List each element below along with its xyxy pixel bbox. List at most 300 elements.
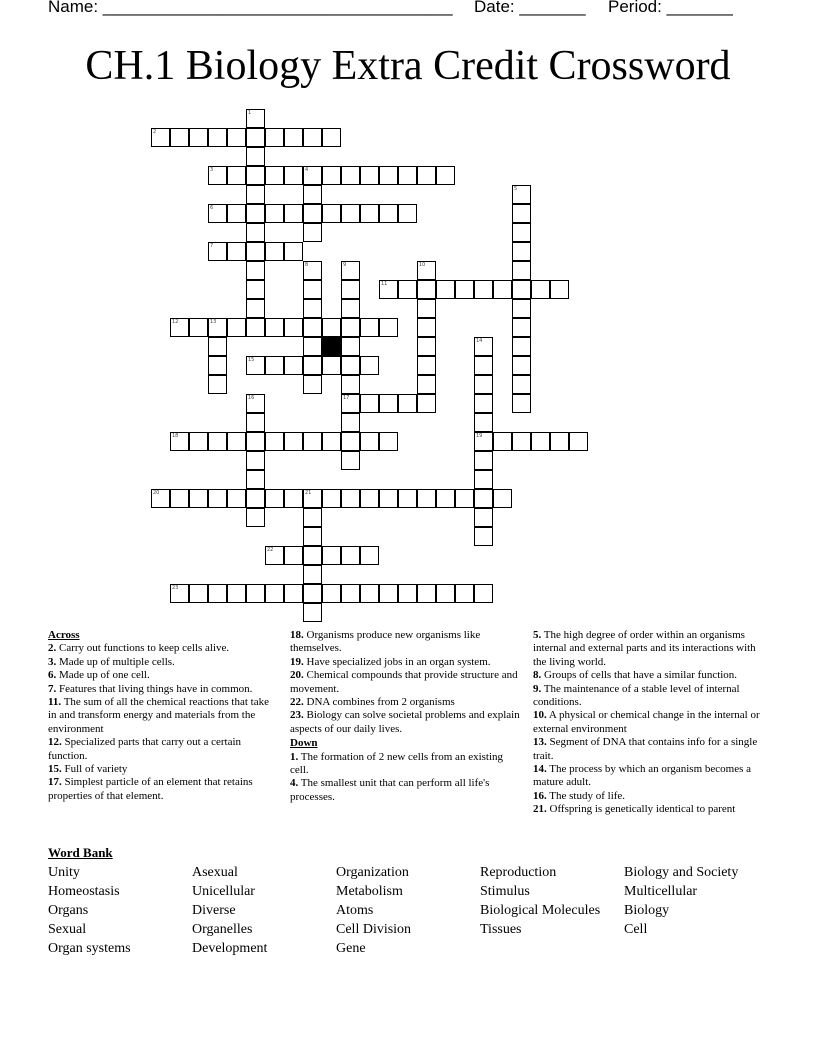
crossword-cell[interactable] [208,356,227,375]
crossword-cell[interactable] [246,185,265,204]
crossword-cell[interactable] [455,280,474,299]
crossword-cell[interactable] [303,489,322,508]
crossword-cell[interactable] [341,375,360,394]
word-bank-item: Reproduction [480,865,557,880]
crossword-cell[interactable] [417,337,436,356]
crossword-cell[interactable] [246,204,265,223]
crossword-cell[interactable] [455,489,474,508]
across-clue [290,669,520,696]
crossword-cell[interactable] [284,318,303,337]
crossword-cell[interactable] [360,432,379,451]
crossword-cell[interactable] [512,280,531,299]
crossword-cell[interactable] [398,489,417,508]
crossword-cell[interactable] [246,318,265,337]
crossword-cell[interactable] [208,242,227,261]
crossword-cell[interactable] [246,470,265,489]
crossword-cell[interactable] [246,508,265,527]
down-clue [533,790,761,803]
crossword-cell[interactable] [417,280,436,299]
crossword-cell[interactable] [303,185,322,204]
crossword-cell[interactable] [417,299,436,318]
crossword-cell[interactable] [436,166,455,185]
clues-column-3 [533,629,761,817]
clue-text: Segment of DNA that contains info for a single trait. [533,736,758,762]
crossword-cell[interactable] [417,489,436,508]
crossword-cell[interactable] [246,432,265,451]
crossword-cell[interactable] [322,489,341,508]
clue-number: 11 [381,281,388,287]
word-bank-heading: Word Bank [48,845,113,860]
crossword-cell[interactable] [208,204,227,223]
crossword-cell[interactable] [189,584,208,603]
crossword-cell[interactable] [341,261,360,280]
down-clue [533,803,761,816]
crossword-cell[interactable] [265,318,284,337]
crossword-cell[interactable] [284,128,303,147]
across-clue [48,763,276,776]
crossword-cell[interactable] [512,299,531,318]
word-bank-item: Metabolism [336,884,403,899]
crossword-cell[interactable] [208,584,227,603]
clue-number: 4. [290,777,299,790]
crossword-cell[interactable] [341,204,360,223]
crossword-cell[interactable] [341,546,360,565]
crossword-cell[interactable] [341,318,360,337]
crossword-cell[interactable] [265,584,284,603]
crossword-cell[interactable] [417,261,436,280]
crossword-cell[interactable] [379,432,398,451]
word-bank-item: Biology and Society [624,865,739,880]
crossword-cell[interactable] [265,166,284,185]
crossword-cell[interactable] [417,375,436,394]
crossword-cell[interactable] [227,166,246,185]
crossword-cell[interactable] [474,451,493,470]
crossword-cell[interactable] [284,432,303,451]
crossword-cell[interactable] [246,280,265,299]
crossword-cell[interactable] [246,223,265,242]
clue-text: DNA combines from 2 organisms [303,696,455,709]
crossword-cell[interactable] [303,299,322,318]
crossword-cell[interactable] [379,584,398,603]
across-clue [48,669,276,682]
clue-number: 12. [48,736,62,749]
crossword-cell[interactable] [379,280,398,299]
crossword-cell[interactable] [246,451,265,470]
crossword-cell[interactable] [246,356,265,375]
down-clue [290,751,520,778]
word-bank-item: Stimulus [480,884,530,899]
crossword-cell[interactable] [360,546,379,565]
crossword-cell[interactable] [417,166,436,185]
word-bank-item: Organelles [192,922,253,937]
down-clue [533,669,761,682]
crossword-cell[interactable] [474,280,493,299]
clue-number: 18 [172,433,179,439]
clue-number: 1 [248,110,252,116]
crossword-cell[interactable] [341,489,360,508]
clue-number: 20 [153,490,160,496]
clue-text: Full of variety [61,763,128,776]
crossword-cell[interactable] [265,432,284,451]
crossword-cell[interactable] [322,204,341,223]
word-bank-item: Atoms [336,903,374,918]
crossword-cell[interactable] [170,584,189,603]
across-clue [48,642,276,655]
crossword-cell[interactable] [493,489,512,508]
crossword-cell[interactable] [512,185,531,204]
crossword-cell[interactable] [398,584,417,603]
crossword-cell[interactable] [303,318,322,337]
crossword-cell[interactable] [474,432,493,451]
crossword-cell[interactable] [170,128,189,147]
crossword-cell[interactable] [379,318,398,337]
clue-number: 22. [290,696,304,709]
clue-text: Simplest particle of an element that retains properties of that element. [48,776,253,802]
across-clue [48,736,276,763]
crossword-cell[interactable] [322,546,341,565]
crossword-cell[interactable] [474,337,493,356]
clue-number: 1. [290,750,299,763]
crossword-cell[interactable] [303,356,322,375]
down-clue [533,709,761,736]
across-clue [290,696,520,709]
clue-text: The sum of all the chemical reactions that take in and transform energy and materials from the environment [48,696,269,735]
clue-number: 10 [419,262,426,268]
crossword-cell[interactable] [474,356,493,375]
clue-number: 16. [533,789,547,802]
crossword-cell[interactable] [493,432,512,451]
crossword-cell[interactable] [189,489,208,508]
crossword-cell[interactable] [265,128,284,147]
crossword-cell[interactable] [246,166,265,185]
clue-number: 18. [290,629,304,641]
crossword-cell[interactable] [417,394,436,413]
clue-number: 6 [210,205,214,211]
word-bank-item: Unity [48,865,80,880]
crossword-cell[interactable] [303,584,322,603]
clue-number: 14. [533,763,547,776]
crossword-cell[interactable] [360,166,379,185]
crossword-cell[interactable] [474,527,493,546]
crossword-cell[interactable] [246,299,265,318]
crossword-cell[interactable] [493,280,512,299]
clue-text: Made up of one cell. [56,669,150,682]
clue-number: 16 [248,395,255,401]
across-clue [290,709,520,736]
down-clue [533,683,761,710]
crossword-cell[interactable] [341,337,360,356]
clue-number: 2 [153,129,157,135]
crossword-cell[interactable] [550,280,569,299]
crossword-cell[interactable] [246,147,265,166]
crossword-cell[interactable] [360,489,379,508]
crossword-cell[interactable] [341,584,360,603]
crossword-cell[interactable] [569,432,588,451]
crossword-cell[interactable] [284,546,303,565]
crossword-cell[interactable] [436,280,455,299]
clue-number: 5. [533,629,542,641]
clue-text: The formation of 2 new cells from an existing cell. [290,750,504,777]
crossword-cell[interactable] [151,489,170,508]
crossword-cell[interactable] [512,204,531,223]
crossword-cell[interactable] [265,489,284,508]
word-bank-item: Organs [48,903,89,918]
crossword-cell[interactable] [284,242,303,261]
clue-number: 17. [48,776,62,789]
clue-number: 9 [343,262,347,268]
crossword-cell[interactable] [189,128,208,147]
crossword-cell[interactable] [531,432,550,451]
crossword-cell[interactable] [227,432,246,451]
word-bank-item: Sexual [48,922,87,937]
clue-text: The process by which an organism becomes a mature adult. [533,763,752,789]
crossword-cell[interactable] [208,166,227,185]
word-bank-item: Biology [624,903,670,918]
crossword-cell[interactable] [512,356,531,375]
crossword-cell[interactable] [303,375,322,394]
clue-number: 20. [290,669,304,682]
crossword-cell[interactable] [512,432,531,451]
crossword-cell[interactable] [208,489,227,508]
crossword-cell[interactable] [303,204,322,223]
crossword-cell[interactable] [189,432,208,451]
crossword-cell[interactable] [170,489,189,508]
crossword-cell[interactable] [474,375,493,394]
word-bank-item: Biological Molecules [480,903,601,918]
crossword-cell[interactable] [341,299,360,318]
crossword-cell[interactable] [227,584,246,603]
crossword-cell[interactable] [417,584,436,603]
crossword-cell[interactable] [303,337,322,356]
clue-number: 13. [533,736,547,749]
crossword-cell[interactable] [474,508,493,527]
crossword-cell[interactable] [360,394,379,413]
crossword-cell[interactable] [227,318,246,337]
crossword-cell[interactable] [360,204,379,223]
word-bank-item: Homeostasis [48,884,120,899]
clue-text: Groups of cells that have a similar function. [541,669,738,682]
crossword-cell[interactable] [474,470,493,489]
crossword-cell[interactable] [322,318,341,337]
word-bank-item: Multicellular [624,884,698,899]
crossword-cell[interactable] [512,223,531,242]
crossword-cell[interactable] [170,318,189,337]
across-clue [290,656,520,669]
across-clue [290,629,520,656]
clue-number: 19. [290,655,304,668]
crossword-cell[interactable] [284,204,303,223]
word-bank-item: Organ systems [48,941,131,956]
clue-number: 13 [210,319,217,325]
crossword-cell[interactable] [474,489,493,508]
crossword-cell[interactable] [284,584,303,603]
crossword-cell[interactable] [360,318,379,337]
clue-text: Organisms produce new organisms like themselves. [290,629,481,655]
crossword-cell[interactable] [151,128,170,147]
clue-text: Made up of multiple cells. [56,655,175,668]
crossword-cell[interactable] [246,584,265,603]
crossword-cell[interactable] [265,546,284,565]
crossword-cell[interactable] [379,166,398,185]
word-bank-item: Organization [336,865,409,880]
crossword-cell[interactable] [303,527,322,546]
crossword-cell[interactable] [341,432,360,451]
crossword-cell[interactable] [417,356,436,375]
word-bank-item: Diverse [192,903,236,918]
crossword-cell[interactable] [170,432,189,451]
crossword-cell[interactable] [322,584,341,603]
crossword-cell[interactable] [379,394,398,413]
word-bank-item: Tissues [480,922,522,937]
crossword-cell[interactable] [474,413,493,432]
crossword-cell[interactable] [303,603,322,622]
crossword-cell[interactable] [436,489,455,508]
crossword-cell[interactable] [512,394,531,413]
crossword-cell[interactable] [303,508,322,527]
crossword-cell[interactable] [303,223,322,242]
crossword-cell[interactable] [341,413,360,432]
crossword-cell[interactable] [265,204,284,223]
black-square [322,337,341,356]
word-bank-item: Cell [624,922,648,937]
crossword-cell[interactable] [512,318,531,337]
across-heading: Across [48,629,80,641]
crossword-cell[interactable] [512,261,531,280]
clue-number: 23. [290,709,304,722]
clue-text: Biology can solve societal problems and explain aspects of our daily lives. [290,709,520,735]
crossword-cell[interactable] [474,394,493,413]
crossword-cell[interactable] [512,337,531,356]
clue-number: 5 [514,186,518,192]
across-clue [48,776,276,803]
down-clue [290,777,520,804]
clue-number: 2. [48,642,57,655]
crossword-cell[interactable] [303,280,322,299]
crossword-cell[interactable] [246,394,265,413]
crossword-cell[interactable] [341,280,360,299]
crossword-cell[interactable] [341,451,360,470]
page-title: CH.1 Biology Extra Credit Crossword [85,43,731,89]
crossword-cell[interactable] [208,375,227,394]
crossword-cell[interactable] [246,242,265,261]
crossword-cell[interactable] [246,489,265,508]
clue-number: 8 [305,262,309,268]
clue-text: Specialized parts that carry out a certain function. [48,736,242,762]
crossword-cell[interactable] [341,394,360,413]
crossword-cell[interactable] [455,584,474,603]
crossword-cell[interactable] [284,356,303,375]
crossword-cell[interactable] [189,318,208,337]
crossword-cell[interactable] [360,356,379,375]
crossword-cell[interactable] [531,280,550,299]
down-heading: Down [290,737,318,750]
clue-number: 17 [343,395,350,401]
crossword-cell[interactable] [322,356,341,375]
crossword-cell[interactable] [322,128,341,147]
crossword-cell[interactable] [227,489,246,508]
clue-number: 8. [533,669,542,682]
crossword-cell[interactable] [303,432,322,451]
crossword-cell[interactable] [322,432,341,451]
crossword-cell[interactable] [379,204,398,223]
clue-number: 4 [305,167,309,173]
clue-text: Chemical compounds that provide structure and movement. [290,669,518,695]
clues-column-1 [48,629,276,803]
crossword-cell[interactable] [246,261,265,280]
crossword-cell[interactable] [208,432,227,451]
clue-text: Carry out functions to keep cells alive. [56,642,230,655]
crossword-cell[interactable] [322,166,341,185]
crossword-cell[interactable] [398,204,417,223]
clue-number: 7. [48,682,57,695]
crossword-cell[interactable] [246,413,265,432]
crossword-cell[interactable] [379,489,398,508]
word-bank-item: Development [192,941,268,956]
clue-number: 3 [210,167,214,173]
crossword-cell[interactable] [284,489,303,508]
clue-number: 15. [48,763,62,776]
crossword-cell[interactable] [246,109,265,128]
clue-number: 9. [533,682,542,695]
crossword-cell[interactable] [208,337,227,356]
clue-number: 21. [533,803,547,816]
crossword-cell[interactable] [341,356,360,375]
across-clue [48,683,276,696]
clue-number: 3. [48,655,57,668]
word-bank-item: Cell Division [336,922,412,937]
crossword-cell[interactable] [246,128,265,147]
crossword-cell[interactable] [398,394,417,413]
clue-text: Offspring is genetically identical to parent [546,803,736,816]
clue-text: The smallest unit that can perform all life's processes. [290,777,490,803]
crossword-cell[interactable] [303,128,322,147]
crossword-cell[interactable] [512,242,531,261]
crossword-cell[interactable] [474,584,493,603]
clue-text: A physical or chemical change in the internal or external environment [533,709,760,735]
crossword-cell[interactable] [227,204,246,223]
crossword-cell[interactable] [303,166,322,185]
crossword-cell[interactable] [227,128,246,147]
word-bank-item: Unicellular [192,884,255,899]
crossword-cell[interactable] [265,242,284,261]
clue-number: 22 [267,547,274,553]
name-field[interactable]: Name: _____________________________________ [48,0,453,16]
down-clue [533,736,761,763]
crossword-cell[interactable] [512,375,531,394]
crossword-cell[interactable] [341,166,360,185]
crossword-cell[interactable] [208,128,227,147]
clue-text: The study of life. [546,789,626,802]
clue-number: 19 [476,433,483,439]
crossword-cell[interactable] [265,356,284,375]
date-field[interactable]: Date: _______ [474,0,586,16]
crossword-cell[interactable] [303,546,322,565]
crossword-cell[interactable] [303,565,322,584]
crossword-cell[interactable] [436,584,455,603]
crossword-cell[interactable] [208,318,227,337]
crossword-cell[interactable] [550,432,569,451]
crossword-cell[interactable] [227,242,246,261]
crossword-cell[interactable] [284,166,303,185]
clues-column-2 [290,629,520,804]
crossword-cell[interactable] [417,318,436,337]
crossword-cell[interactable] [398,280,417,299]
period-field[interactable]: Period: _______ [608,0,733,16]
crossword-cell[interactable] [360,584,379,603]
clue-number: 11. [48,696,62,709]
crossword-cell[interactable] [398,166,417,185]
crossword-cell[interactable] [303,261,322,280]
